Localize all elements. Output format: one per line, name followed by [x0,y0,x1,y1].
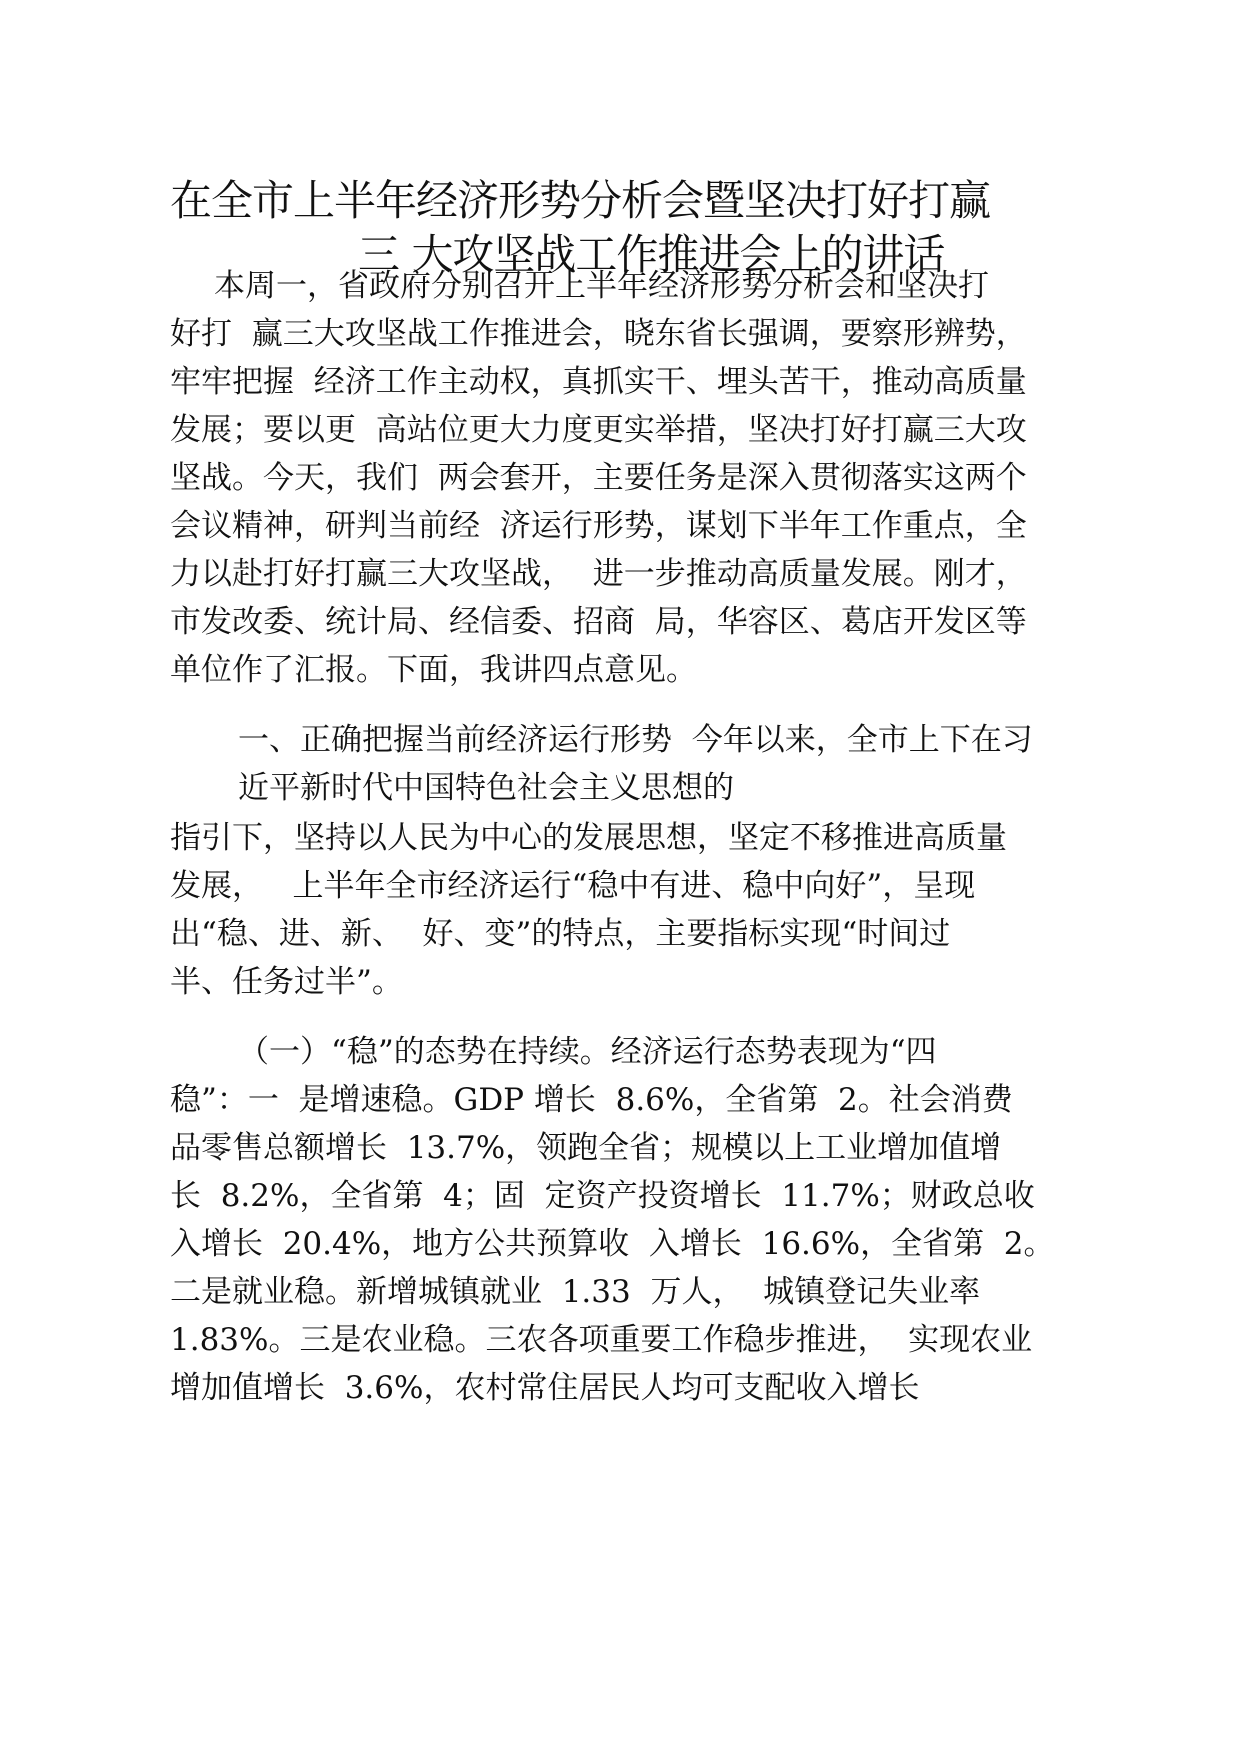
paragraph-2-line-3: 出“稳、进、新、 好、变”的特点，主要指标实现“时间过 [170,916,951,952]
paragraph-3-line-4: 长 8.2%，全省第 4；固 定资产投资增长 11.7%；财政总收 [170,1178,1035,1214]
paragraph-1-line-8: 市发改委、统计局、经信委、招商 局，华容区、葛店开发区等 [170,604,1027,640]
paragraph-3-line-1: （一）“稳”的态势在持续。经济运行态势表现为“四 [238,1034,937,1070]
paragraph-3-line-5: 入增长 20.4%，地方公共预算收 入增长 16.6%，全省第 2。 [170,1226,1055,1262]
paragraph-1-line-4: 发展；要以更 高站位更大力度更实举措，坚决打好打赢三大攻 [170,412,1027,448]
paragraph-1-line-3: 牢牢把握 经济工作主动权，真抓实干、埋头苦干，推动高质量 [170,364,1027,400]
paragraph-1-line-2: 好打 赢三大攻坚战工作推进会，晓东省长强调，要察形辨势， [170,316,1027,352]
paragraph-1-line-7: 力以赴打好打赢三大攻坚战， 进一步推动高质量发展。刚才， [170,556,1027,592]
paragraph-3-line-2: 稳”：一 是增速稳。GDP 增长 8.6%，全省第 2。社会消费 [170,1082,1013,1118]
paragraph-1-line-5: 坚战。今天，我们 两会套开，主要任务是深入贯彻落实这两个 [170,460,1027,496]
document-title-line-1: 在全市上半年经济形势分析会暨坚决打好打赢 [170,176,991,225]
paragraph-1-line-1: 本周一，省政府分别召开上半年经济形势分析会和坚决打 [214,268,989,304]
paragraph-2-line-4: 半、任务过半”。 [170,964,403,1000]
section-1-heading-line-1: 一、正确把握当前经济运行形势 今年以来，全市上下在习 [238,722,1033,758]
paragraph-1-line-6: 会议精神，研判当前经 济运行形势，谋划下半年工作重点，全 [170,508,1027,544]
paragraph-3-line-7: 1.83%。三是农业稳。三农各项重要工作稳步推进， 实现农业 [170,1322,1033,1358]
section-1-heading-line-2: 近平新时代中国特色社会主义思想的 [238,770,734,806]
paragraph-3-line-8: 增加值增长 3.6%，农村常住居民人均可支配收入增长 [170,1370,920,1406]
paragraph-2-line-1: 指引下，坚持以人民为中心的发展思想，坚定不移推进高质量 [170,820,1007,856]
paragraph-2-line-2: 发展， 上半年全市经济运行“稳中有进、稳中向好”，呈现 [170,868,976,904]
paragraph-3-line-6: 二是就业稳。新增城镇就业 1.33 万人， 城镇登记失业率 [170,1274,981,1310]
paragraph-1-line-9: 单位作了汇报。下面，我讲四点意见。 [170,652,697,688]
paragraph-3-line-3: 品零售总额增长 13.7%，领跑全省；规模以上工业增加值增 [170,1130,1002,1166]
document-title-line-2: 三 大攻坚战工作推进会上的讲话 [358,230,945,279]
